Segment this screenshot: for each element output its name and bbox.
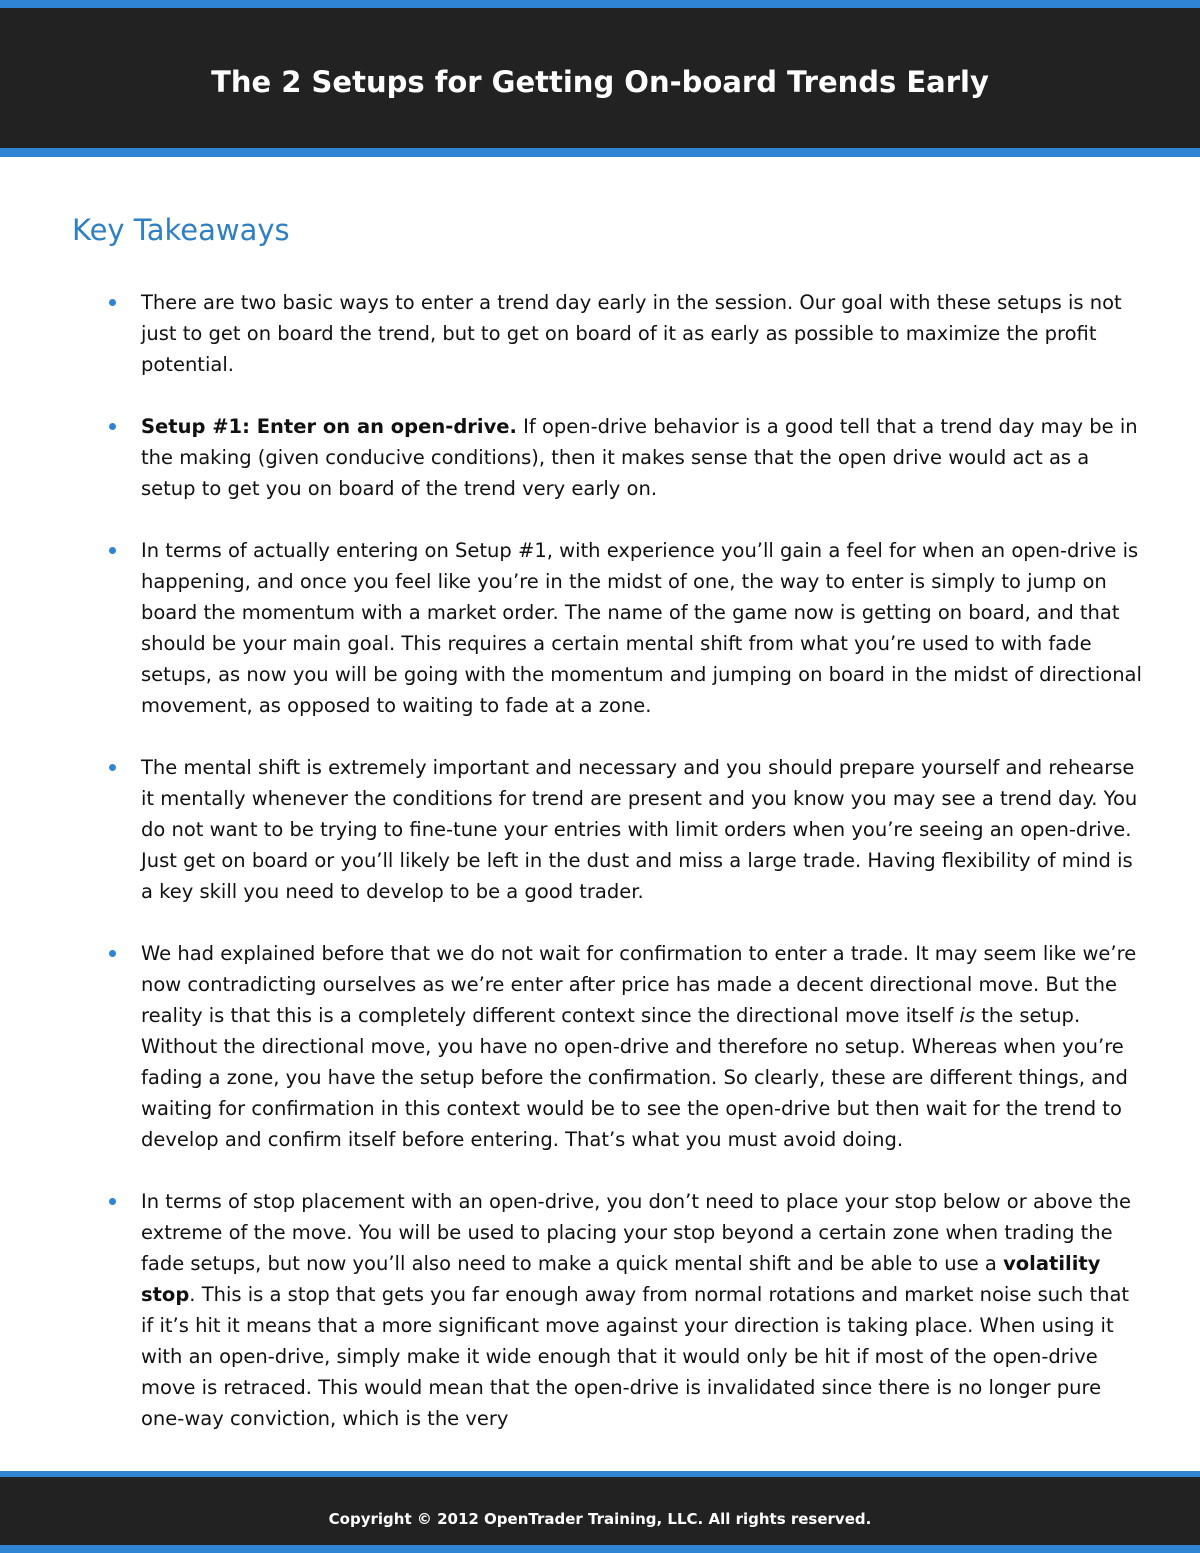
takeaway-item [72, 752, 1142, 907]
bullet-icon [109, 1198, 116, 1205]
takeaway-text: There are two basic ways to enter a trend day early in the session. Our goal with these setups is not just to get on board the trend, but to get on board of it as early as possible to maximize the profit potential. [141, 291, 1122, 376]
takeaway-text: In terms of stop placement with an open-drive, you don’t need to place your stop below or above the extreme of the move. You will be used to placing your stop beyond a certain zone when trading the fade setups, but now you’ll also need to make a quick mental shift and be able to use a [141, 1190, 1131, 1275]
takeaway-item [72, 287, 1142, 380]
bullet-icon [109, 423, 116, 430]
takeaway-text: The mental shift is extremely important and necessary and you should prepare yourself and rehearse it mentally whenever the conditions for trend are present and you know you may see a trend day. You do not want to be trying to fine-tune your entries with limit orders when you’re seeing an open-drive. Just get on board or you’ll likely be left in the dust and miss a large trade. Having flexibility of mind is a key skill you need to develop to be a good trader. [141, 756, 1138, 903]
takeaway-lead: Setup #1: Enter on an open-drive. [141, 415, 517, 438]
takeaway-emphasis: is [959, 1004, 975, 1027]
takeaway-text: In terms of actually entering on Setup #1, with experience you’ll gain a feel for when an open-drive is happening, and once you feel like you’re in the midst of one, the way to enter is simply to jump on board the momentum with a market order. The name of the game now is getting on board, and that should be your main goal. This requires a certain mental shift from what you’re used to with fade setups, as now you will be going with the momentum and jumping on board in the midst of directional movement, as opposed to waiting to fade at a zone. [141, 539, 1142, 717]
page-title: The 2 Setups for Getting On-board Trends Early [211, 65, 989, 99]
bullet-icon [109, 950, 116, 957]
takeaway-item [72, 535, 1142, 721]
takeaways-list [72, 287, 1142, 1434]
takeaway-item [72, 411, 1142, 504]
document-body [72, 210, 1142, 1465]
copyright-text: Copyright © 2012 OpenTrader Training, LLC. All rights reserved. [328, 1510, 872, 1528]
takeaway-text: the setup. Without the directional move, you have no open-drive and therefore no setup. Whereas when you’re fading a zone, you have the setup before the confirmation. So clearly, these are different things, and waiting for confirmation in this context would be to see the open-drive but then wait for the trend to develop and confirm itself before entering. That’s what you must avoid doing. [141, 1004, 1128, 1151]
page-footer [0, 1471, 1200, 1553]
page-header [0, 0, 1200, 157]
bullet-icon [109, 764, 116, 771]
takeaway-text: If open-drive behavior is a good tell that a trend day may be in the making (given conducive conditions), then it makes sense that the open drive would act as a setup to get you on board of the trend very early on. [141, 415, 1138, 500]
takeaway-text: . This is a stop that gets you far enough away from normal rotations and market noise such that if it’s hit it means that a more significant move against your direction is taking place. When using it with an open-drive, simply make it wide enough that it would only be hit if most of the open-drive move is retraced. This would mean that the open-drive is invalidated since there is no longer pure one-way conviction, which is the very [141, 1283, 1130, 1430]
takeaway-text: We had explained before that we do not wait for confirmation to enter a trade. It may seem like we’re now contradicting ourselves as we’re enter after price has made a decent directional move. But the reality is that this is a completely different context since the directional move itself [141, 942, 1137, 1027]
section-heading: Key Takeaways [72, 213, 290, 247]
takeaway-bold-term: volatility stop [141, 1252, 1101, 1306]
bullet-icon [109, 299, 116, 306]
takeaway-item [72, 1186, 1142, 1434]
bullet-icon [109, 547, 116, 554]
takeaway-item [72, 938, 1142, 1155]
